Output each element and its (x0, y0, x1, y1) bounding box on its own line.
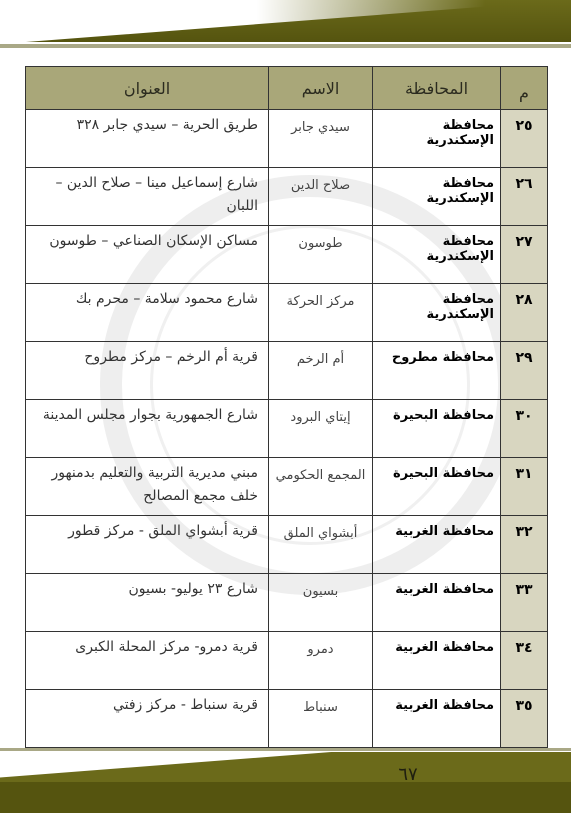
row-governorate: محافظة الغربية (373, 690, 501, 748)
row-number: ٣٢ (501, 516, 548, 574)
header-governorate: المحافظة (373, 67, 501, 110)
bottom-decorative-band (0, 782, 571, 813)
table-row (26, 284, 548, 342)
row-name: طوسون (269, 226, 373, 284)
table-row (26, 342, 548, 400)
row-governorate: محافظة الإسكندرية (373, 284, 501, 342)
row-address: قرية أبشواي الملق - مركز قطور (26, 516, 269, 574)
row-address: شارع محمود سلامة – محرم بك (26, 284, 269, 342)
row-address: مساكن الإسكان الصناعي – طوسون (26, 226, 269, 284)
row-address: شارع إسماعيل مينا – صلاح الدين – اللبان (26, 168, 269, 226)
row-governorate: محافظة الغربية (373, 516, 501, 574)
bottom-band-wedge (0, 752, 571, 782)
row-address: شارع الجمهورية بجوار مجلس المدينة (26, 400, 269, 458)
row-address: قرية سنباط - مركز زفتي (26, 690, 269, 748)
row-name: بسيون (269, 574, 373, 632)
row-address: طريق الحرية – سيدي جابر ٣٢٨ (26, 110, 269, 168)
row-number: ٣٥ (501, 690, 548, 748)
row-number: ٢٦ (501, 168, 548, 226)
row-address: مبني مديرية التربية والتعليم بدمنهور خلف مجمع المصالح (26, 458, 269, 516)
row-number: ٣١ (501, 458, 548, 516)
row-governorate: محافظة البحيرة (373, 458, 501, 516)
row-name: أبشواي الملق (269, 516, 373, 574)
table-row (26, 400, 548, 458)
table-row (26, 168, 548, 226)
top-divider-line (0, 44, 571, 48)
row-name: أم الرخم (269, 342, 373, 400)
row-governorate: محافظة الغربية (373, 632, 501, 690)
row-name: دمرو (269, 632, 373, 690)
header-num: م (501, 67, 548, 110)
row-governorate: محافظة الغربية (373, 574, 501, 632)
row-number: ٣٤ (501, 632, 548, 690)
table-row (26, 516, 548, 574)
header-name: الاسم (269, 67, 373, 110)
row-name: المجمع الحكومي (269, 458, 373, 516)
locations-table (25, 66, 548, 748)
row-number: ٢٥ (501, 110, 548, 168)
row-governorate: محافظة مطروح (373, 342, 501, 400)
row-governorate: محافظة الإسكندرية (373, 226, 501, 284)
row-number: ٣٠ (501, 400, 548, 458)
table-body (26, 110, 548, 748)
row-name: مركز الحركة (269, 284, 373, 342)
row-address: شارع ٢٣ يوليو- بسيون (26, 574, 269, 632)
table-row (26, 574, 548, 632)
table-header-row (26, 67, 548, 110)
row-address: قرية دمرو- مركز المحلة الكبرى (26, 632, 269, 690)
row-name: إيتاي البرود (269, 400, 373, 458)
table-row (26, 690, 548, 748)
row-governorate: محافظة الإسكندرية (373, 110, 501, 168)
row-governorate: محافظة البحيرة (373, 400, 501, 458)
row-number: ٣٣ (501, 574, 548, 632)
row-number: ٢٩ (501, 342, 548, 400)
row-name: سيدي جابر (269, 110, 373, 168)
table-row (26, 458, 548, 516)
row-name: صلاح الدين (269, 168, 373, 226)
row-number: ٢٧ (501, 226, 548, 284)
row-name: سنباط (269, 690, 373, 748)
table-row (26, 226, 548, 284)
header-address: العنوان (26, 67, 269, 110)
table-row (26, 110, 548, 168)
row-address: قرية أم الرخم – مركز مطروح (26, 342, 269, 400)
row-governorate: محافظة الإسكندرية (373, 168, 501, 226)
bottom-divider-line (0, 748, 571, 751)
row-number: ٢٨ (501, 284, 548, 342)
page-number: ٦٧ (398, 764, 418, 785)
table-row (26, 632, 548, 690)
